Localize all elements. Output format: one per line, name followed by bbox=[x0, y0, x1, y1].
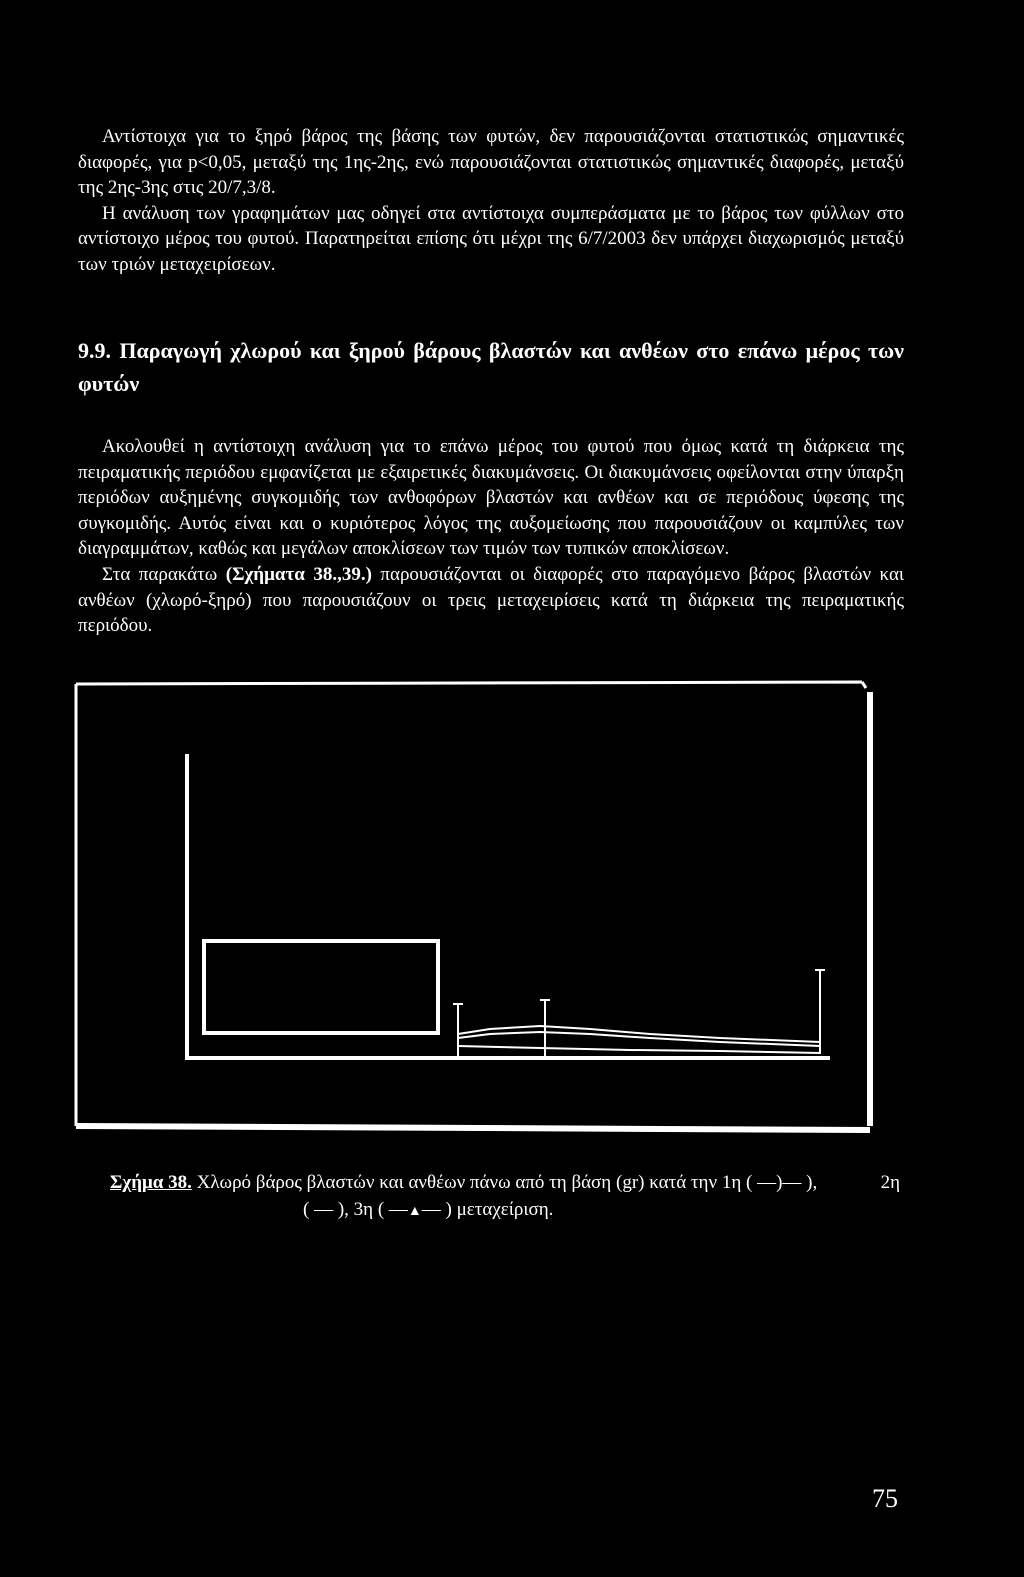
paragraph-2-part-2 bbox=[78, 562, 904, 639]
caption-text: Χλωρό βάρος βλαστών και ανθέων πάνω από τη βάση (gr) κατά την 1η ( —)— ), bbox=[191, 1172, 818, 1193]
figure-caption bbox=[110, 1169, 900, 1225]
figure-38 bbox=[70, 674, 890, 1164]
caption-line-2 bbox=[110, 1196, 900, 1225]
caption-line-2-b: — ) μεταχείριση. bbox=[421, 1199, 554, 1220]
figure-38-graphic bbox=[70, 674, 890, 1164]
paragraph-2 bbox=[78, 434, 904, 639]
caption-tail: 2η bbox=[880, 1172, 900, 1193]
series-line-3 bbox=[458, 1046, 820, 1053]
inner-box bbox=[204, 941, 438, 1033]
triangle-icon: ▲ bbox=[407, 1204, 422, 1219]
section-number: 9.9. bbox=[78, 338, 111, 363]
figure-frame bbox=[76, 682, 866, 1130]
caption-line-2-a: ( — ), 3η ( — bbox=[303, 1199, 408, 1220]
figure-frame-bottom bbox=[76, 1126, 870, 1130]
section-title: Παραγωγή χλωρού και ξηρού βάρους βλαστών και ανθέων στο επάνω μέρος των φυτών bbox=[78, 338, 904, 396]
paragraph-1 bbox=[78, 124, 904, 278]
paragraph-1-line-1: Αντίστοιχα για το ξηρό βάρος της βάσης των φυτών, δεν παρουσιάζονται στατιστικώς σημαντικές διαφορές, για p<0,05, μεταξύ της 1ης-2ης, ενώ παρουσιάζονται στατιστικώς σημαντικές διαφορές, μεταξύ της 2ης-3ης στις 20/7,3/8. bbox=[78, 126, 904, 199]
paragraph-1-line-2: Η ανάλυση των γραφημάτων μας οδηγεί στα αντίστοιχα συμπεράσματα με το βάρος των φύλλων στο αντίστοιχο μέρος του φυτού. Παρατηρείται επίσης ότι μέχρι της 6/7/2003 δεν υπάρχει διαχωρισμός μεταξύ των τριών μεταχειρίσεων. bbox=[78, 202, 904, 275]
figure-reference: (Σχήματα 38.,39.) bbox=[225, 563, 372, 585]
caption-line-1 bbox=[110, 1169, 900, 1196]
paragraph-2-prefix: Στα παρακάτω bbox=[102, 563, 226, 585]
paragraph-2-suffix: παρουσιάζονται οι διαφορές στο παραγόμενο βάρος βλαστών και ανθέων (χλωρό-ξηρό) που παρουσιάζουν οι τρεις μεταχειρίσεις κατά τη διάρκεια της πειραματικής περιόδου. bbox=[78, 563, 905, 637]
caption-label: Σχήμα 38. bbox=[110, 1172, 192, 1193]
section-heading bbox=[78, 334, 904, 400]
page-number: 75 bbox=[872, 1484, 898, 1513]
paragraph-2-part-1: Ακολουθεί η αντίστοιχη ανάλυση για το επάνω μέρος του φυτού που όμως κατά τη διάρκεια της πειραματικής περιόδου εμφανίζεται με εξαιρετικές διακυμάνσεις. Οι διακυμάνσεις οφείλονται στην ύπαρξη περιόδων αυξημένης συγκομιδής των ανθοφόρων βλαστών και ανθέων και σε περιόδους ύφεσης της συγκομιδής. Αυτός είναι και ο κυριότερος λόγος της αυξομείωσης που παρουσιάζουν οι καμπύλες των διαγραμμάτων, καθώς και μεγάλων αποκλίσεων των τιμών των τυπικών αποκλίσεων. bbox=[78, 436, 904, 560]
